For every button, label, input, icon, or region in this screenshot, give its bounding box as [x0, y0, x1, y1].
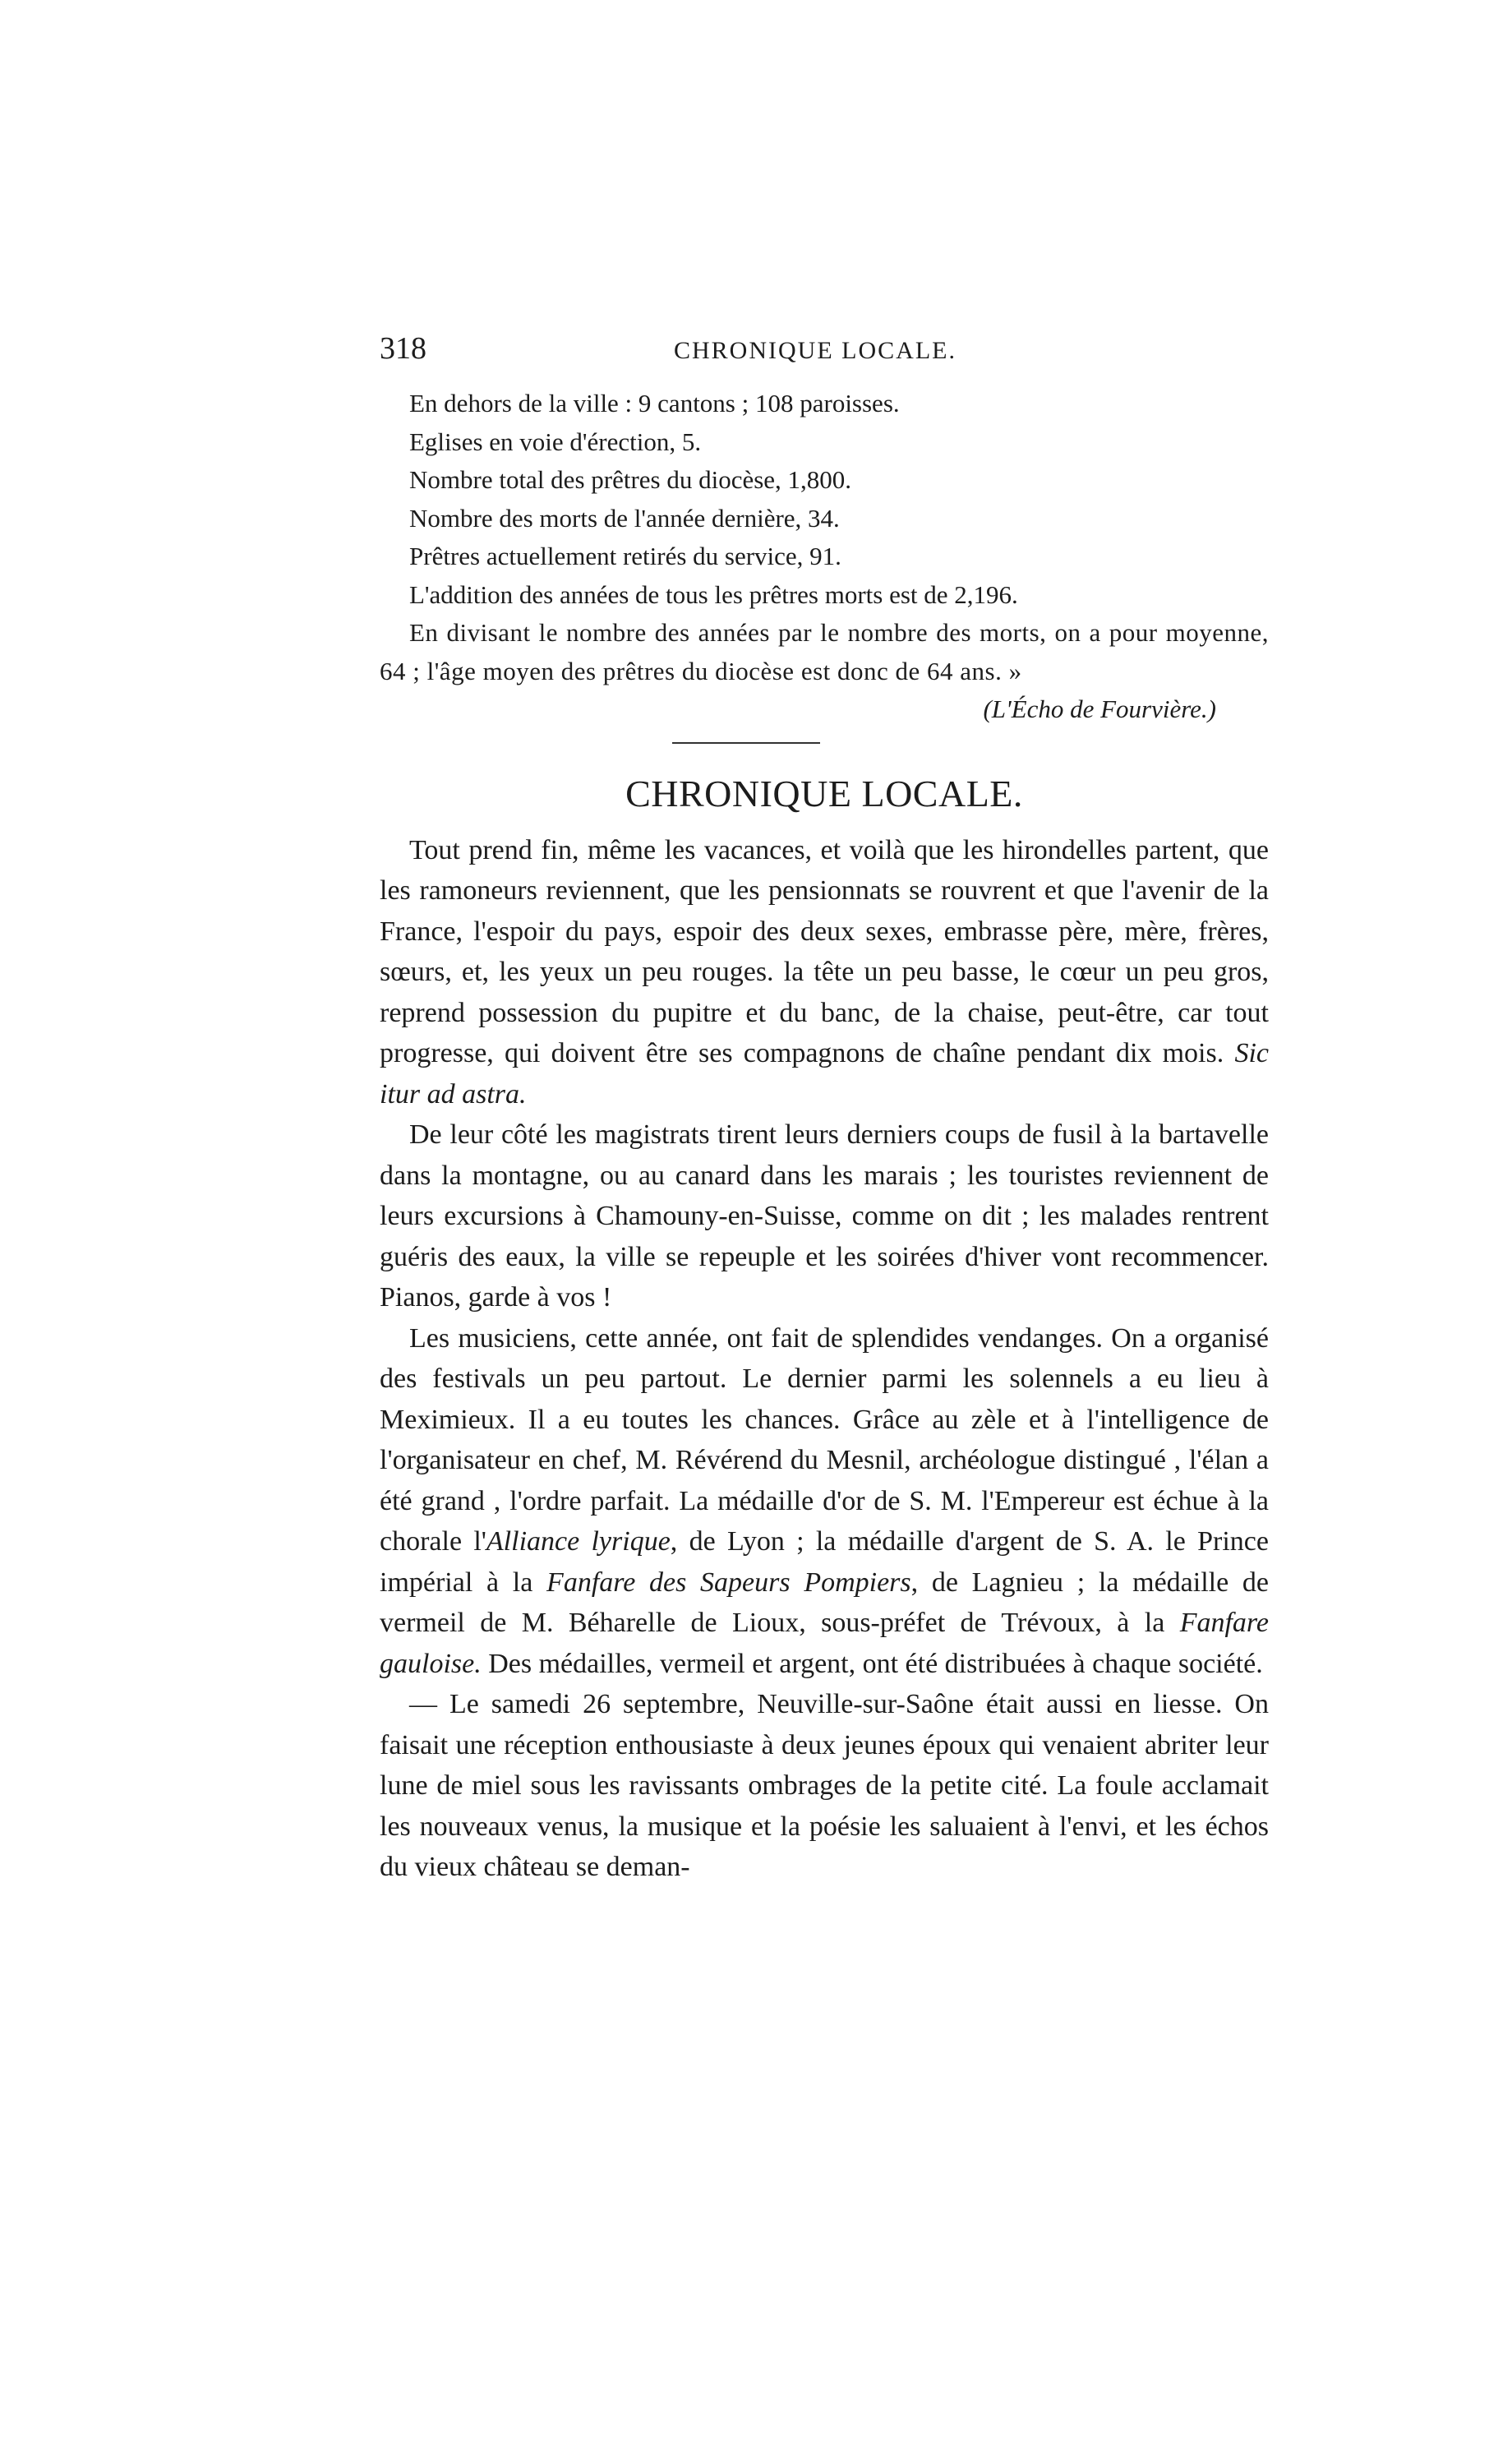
society-name: Fanfare gauloise. [380, 1608, 1269, 1679]
section-divider [672, 742, 820, 744]
paragraph-text: , de Lagnieu ; la médaille de vermeil de M. Béharelle de Lioux, sous-préfet de Trévoux, à la [380, 1566, 1269, 1638]
page-number: 318 [380, 331, 426, 366]
page-content [380, 330, 1269, 1888]
statistic-line: Nombre total des prêtres du diocèse, 1,800. [409, 465, 852, 494]
running-head [380, 330, 1269, 373]
chronicle-body [380, 830, 1269, 1888]
paragraph-text: Des médailles, vermeil et argent, ont été distribuées à chaque société. [481, 1648, 1263, 1679]
statistic-line: Prêtres actuellement retirés du service, 91. [409, 542, 841, 570]
latin-phrase: Sic itur ad astra. [380, 1038, 1269, 1110]
paragraph-vacances [380, 830, 1269, 1115]
diocese-statistics-excerpt [380, 385, 1269, 729]
section-title: CHRONIQUE LOCALE. [625, 772, 1023, 814]
paragraph-text: Les musiciens, cette année, ont fait de splendides vendanges. On a organisé des festivals un peu partout. Le dernier parmi les solennels a eu lieu à Meximieux. Il a eu toutes les chances. Grâce au zèle et à l'intelligence de l'organisateur en chef, M. Révérend du Mesnil, archéologue distingué , l'élan a été grand , l'ordre parfait. La médaille d'or de S. M. l'Empereur est échue à la chorale l' [380, 1322, 1269, 1557]
statistic-line: En dehors de la ville : 9 cantons ; 108 paroisses. [409, 389, 900, 418]
statistic-conclusion: En divisant le nombre des années par le nombre des morts, on a pour moyenne, 64 ; l'âge moyen des prêtres du diocèse est donc de 64 ans. » [380, 618, 1269, 685]
paragraph-text: Tout prend fin, même les vacances, et voilà que les hirondelles partent, que les ramoneurs reviennent, que les pensionnats se rouvrent et que l'avenir de la France, l'espoir du pays, espoir des deux sexes, embrasse père, mère, frères, sœurs, et, les yeux un peu rouges. la tête un peu basse, le cœur un peu gros, reprend possession du pupitre et du banc, de la chaise, peut-être, car tout progresse, qui doivent être ses compagnons de chaîne pendant dix mois. [380, 834, 1269, 1068]
statistic-line: L'addition des années de tous les prêtres morts est de 2,196. [409, 579, 1018, 609]
source-citation: (L'Écho de Fourvière.) [983, 694, 1216, 723]
paragraph-text: De leur côté les magistrats tirent leurs derniers coups de fusil à la bartavelle dans la montagne, ou au canard dans les marais ; les touristes reviennent de leurs excursions à Chamouny-en-Suisse, comme on dit ; les malades rentrent guéris des eaux, la ville se repeuple et les soirées d'hiver vont recommencer. Pianos, garde à vos ! [380, 1119, 1269, 1313]
society-name: Fanfare des Sapeurs Pompiers [546, 1566, 911, 1598]
paragraph-text: — Le samedi 26 septembre, Neuville-sur-Saône était aussi en liesse. On faisait une réception enthousiaste à deux jeunes époux qui venaient abriter leur lune de miel sous les ravissants ombrages de la petite cité. La foule acclamait les nouveaux venus, la musique et la poésie les saluaient à l'envi, et les échos du vieux château se deman- [380, 1689, 1269, 1882]
paragraph-text: , de Lyon ; la médaille d'argent de S. A. le Prince impérial à la [380, 1526, 1269, 1598]
statistic-line: Nombre des morts de l'année dernière, 34. [409, 503, 840, 533]
society-name: Alliance lyrique [486, 1526, 671, 1557]
paragraph-magistrats [380, 1114, 1269, 1318]
paragraph-musiciens [380, 1318, 1269, 1685]
running-title: CHRONIQUE LOCALE. [674, 337, 957, 364]
statistic-line: Eglises en voie d'érection, 5. [409, 427, 702, 456]
paragraph-neuville [380, 1684, 1269, 1888]
